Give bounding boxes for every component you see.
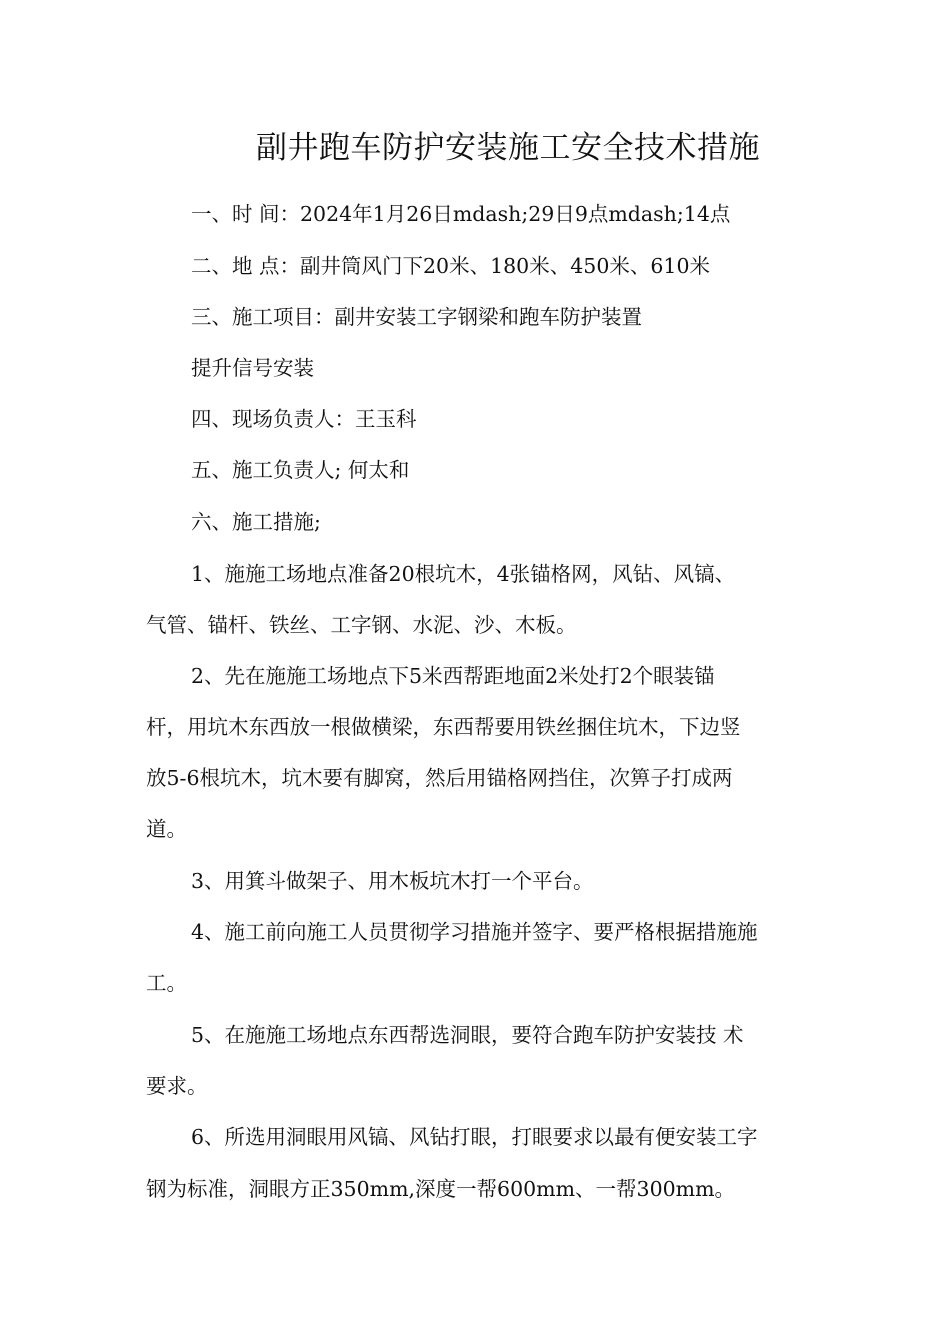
document-title: 副井跑车防护安装施工安全技术措施 xyxy=(256,130,760,166)
text-line: 二、地 点：副井筒风门下20米、180米、450米、610米 xyxy=(191,254,710,278)
text-line: 钢为标准，洞眼方正350mm,深度一帮600mm、一帮300mm。 xyxy=(146,1177,736,1201)
text-line: 要求。 xyxy=(146,1074,208,1098)
text-line: 一、时 间：2024年1月26日mdash;29日9点mdash;14点 xyxy=(191,202,731,226)
text-line: 放5-6根坑木，坑木要有脚窝，然后用锚格网挡住，次箅子打成两 xyxy=(146,766,733,790)
text-line: 3、用箕斗做架子、用木板坑木打一个平台。 xyxy=(191,869,594,893)
text-line: 三、施工项目：副井安装工字钢梁和跑车防护装置 xyxy=(191,305,642,329)
text-line: 杆，用坑木东西放一根做横梁，东西帮要用铁丝捆住坑木，下边竖 xyxy=(146,715,741,739)
text-line: 1、施施工场地点准备20根坑木，4张锚格网，风钻、风镐、 xyxy=(191,562,736,586)
text-line: 2、先在施施工场地点下5米西帮距地面2米处打2个眼装锚 xyxy=(191,664,715,688)
text-line: 工。 xyxy=(146,971,187,995)
text-line: 五、施工负责人; 何太和 xyxy=(191,458,410,482)
text-line: 气管、锚杆、铁丝、工字钢、水泥、沙、木板。 xyxy=(146,613,577,637)
text-line: 提升信号安装 xyxy=(191,356,314,380)
text-line: 六、施工措施; xyxy=(191,510,321,534)
text-line: 5、在施施工场地点东西帮选洞眼，要符合跑车防护安装技 术 xyxy=(191,1023,744,1047)
text-line: 四、现场负责人：王玉科 xyxy=(191,407,417,431)
text-line: 6、所选用洞眼用风镐、风钻打眼，打眼要求以最有便安装工字 xyxy=(191,1125,758,1149)
text-line: 道。 xyxy=(146,817,187,841)
text-line: 4、施工前向施工人员贯彻学习措施并签字、要严格根据措施施 xyxy=(191,920,758,944)
